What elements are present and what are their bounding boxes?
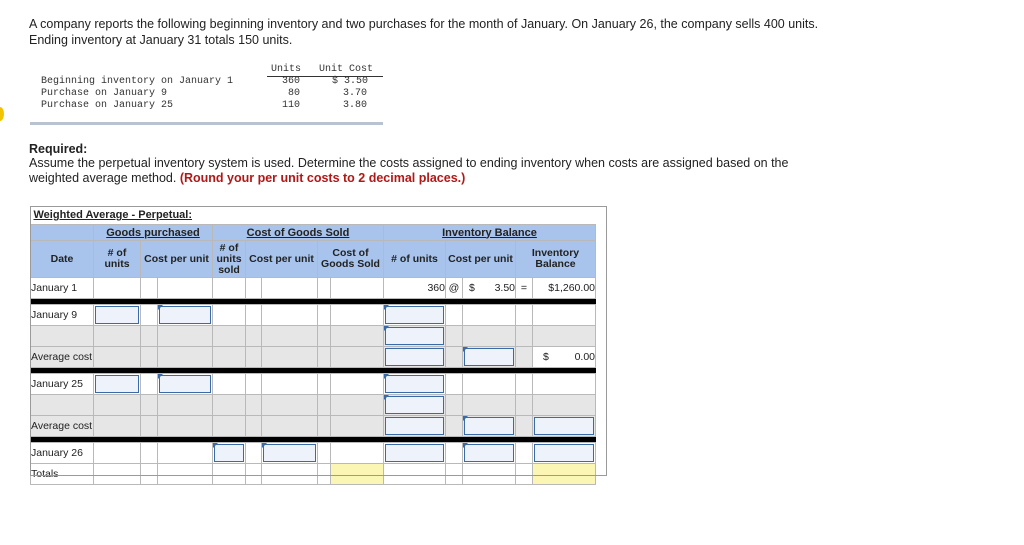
row-jan-26: January 26 (31, 443, 596, 464)
avg1-balance: $ 0.00 (533, 347, 596, 368)
jan26-balance-units-input[interactable] (384, 443, 446, 464)
problem-intro: A company reports the following beginning inventory and two purchases for the month of January. On January 26, the company sells 400 units. Ending inventory at January 31 totals 150 units. (29, 17, 819, 47)
weighted-average-worksheet (30, 206, 596, 485)
jan26-balance-input[interactable] (533, 443, 596, 464)
data-row: Purchase on January 25 110 3.80 (41, 100, 368, 111)
jan26-cogs-cost-input[interactable] (262, 443, 318, 464)
cogs-header: Cost of Goods Sold (213, 225, 384, 241)
data-row: Purchase on January 9 80 3.70 (41, 88, 368, 99)
row-average-cost-2: Average cost (31, 416, 596, 437)
total-cogs-cell (331, 464, 384, 485)
goods-purchased-header: Goods purchased (94, 225, 213, 241)
jan25-balance-units-input-a[interactable] (384, 374, 446, 395)
avg2-cost-input[interactable] (463, 416, 516, 437)
jan25-cost-input[interactable] (158, 374, 213, 395)
date-col-header: Date (31, 241, 94, 278)
jan26-balance-cost-input[interactable] (463, 443, 516, 464)
avg1-units-input[interactable] (384, 347, 446, 368)
jan9-units-input[interactable] (94, 305, 141, 326)
cost-of-goods-sold-col-header: Cost of Goods Sold (318, 241, 384, 278)
jan25-units-input[interactable] (94, 374, 141, 395)
units-sold-col-header: # of units sold (213, 241, 246, 278)
rounding-note: (Round your per unit costs to 2 decimal places.) (179, 171, 466, 185)
jan1-balance: $1,260.00 (533, 278, 596, 299)
row-jan-1: January 1 360 @ $ 3.50 = $1,260.00 (31, 278, 596, 299)
cogs-cost-per-unit-col-header: Cost per unit (246, 241, 318, 278)
units-header: Units (271, 64, 302, 75)
row-totals: Totals (31, 464, 596, 485)
balance-units-col-header: # of units (384, 241, 446, 278)
inventory-balance-col-header: Inventory Balance (516, 241, 596, 278)
balance-cost-per-unit-col-header: Cost per unit (446, 241, 516, 278)
jan1-cost-per-unit: $ 3.50 (463, 278, 516, 299)
avg2-units-input[interactable] (384, 416, 446, 437)
worksheet-title: Weighted Average - Perpetual: (33, 209, 193, 221)
instructions: Assume the perpetual inventory system is used. Determine the costs assigned to ending inventory when costs are assigned based on the weighted average method. (Round your per unit costs to 2 decimal places.) (29, 156, 789, 185)
jan9-balance-units-input-b[interactable] (384, 326, 446, 347)
side-marker (0, 107, 4, 121)
avg2-balance-input[interactable] (533, 416, 596, 437)
avg1-cost-input[interactable] (463, 347, 516, 368)
required-heading: Required: (29, 142, 88, 156)
inventory-balance-header: Inventory Balance (384, 225, 596, 241)
unit-cost-header: Unit Cost (319, 64, 374, 75)
row-average-cost-1: Average cost $ 0.00 (31, 347, 596, 368)
row-jan-25: January 25 (31, 374, 596, 395)
jan1-units: 360 (384, 278, 446, 299)
jan9-cost-input[interactable] (158, 305, 213, 326)
cost-per-unit-col-header: Cost per unit (141, 241, 213, 278)
jan26-units-sold-input[interactable] (213, 443, 246, 464)
units-purchased-col-header: # of units (94, 241, 141, 278)
total-inventory-cell (533, 464, 596, 485)
row-jan-9: January 9 (31, 305, 596, 326)
jan25-balance-units-input-b[interactable] (384, 395, 446, 416)
data-row: Beginning inventory on January 1 360 $ 3.50 (41, 76, 369, 87)
inventory-data-table (30, 59, 383, 125)
jan9-balance-units-input-a[interactable] (384, 305, 446, 326)
